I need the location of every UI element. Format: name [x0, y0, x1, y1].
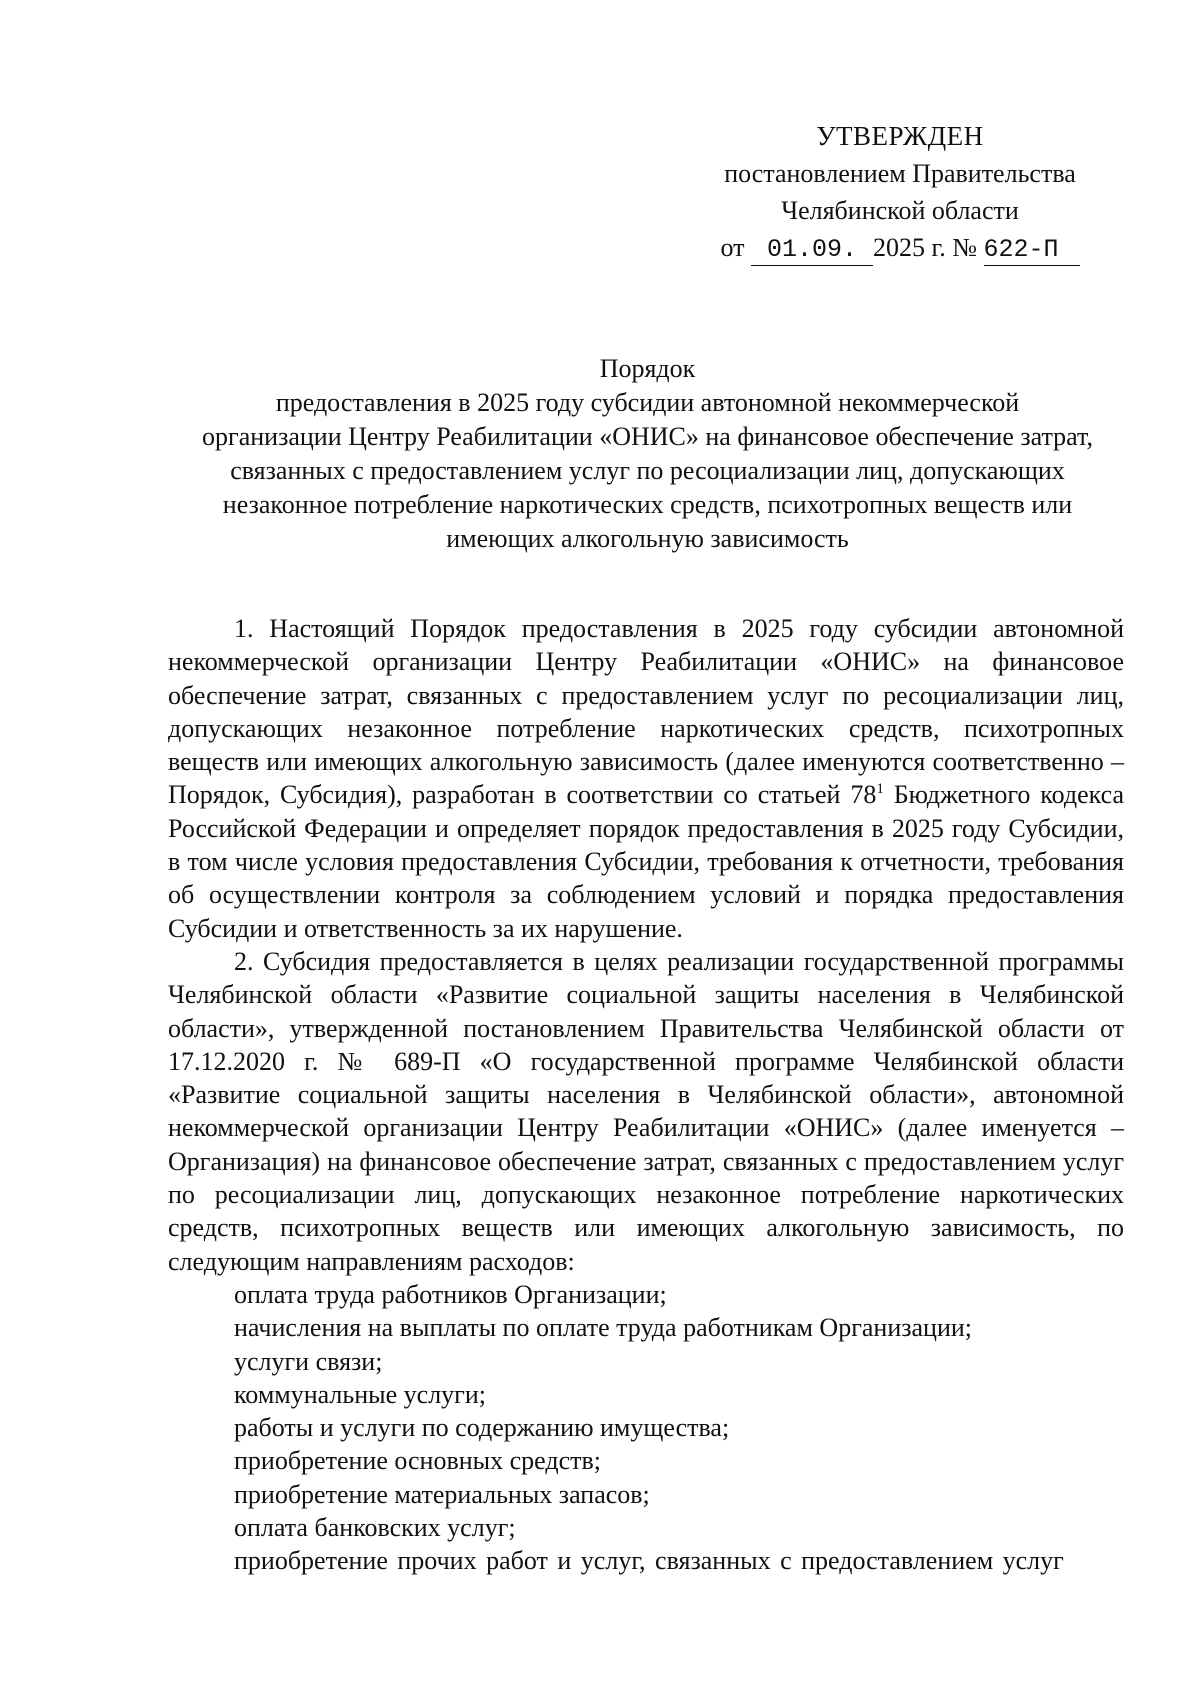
approval-date: 01.09. [751, 235, 873, 266]
title-line-5: незаконное потребление наркотических средств, психотропных веществ или [222, 490, 1073, 519]
title-line-1: Порядок [599, 354, 696, 383]
document-body [168, 612, 1124, 1578]
expense-item: оплата труда работников Организации; [234, 1279, 667, 1309]
title-line-3: организации Центру Реабилитации «ОНИС» на финансовое обеспечение затрат, [202, 422, 1093, 451]
section-1-paragraph [168, 612, 1124, 945]
expense-list [168, 1278, 1124, 1578]
approval-line-1: постановлением Правительства [724, 159, 1076, 188]
approval-stamp [690, 118, 1110, 266]
title-line-2: предоставления в 2025 году субсидии автономной некоммерческой [275, 388, 1020, 417]
expense-item: услуги связи; [234, 1346, 383, 1376]
expense-item: работы и услуги по содержанию имущества; [234, 1413, 730, 1443]
approval-heading: УТВЕРЖДЕН [816, 121, 984, 151]
expense-item: оплата банковских услуг; [234, 1513, 516, 1543]
expense-item: приобретение основных средств; [234, 1446, 601, 1476]
section-1-text-a: 1. Настоящий Порядок предоставления в 2025 году субсидии автономной некоммерческой организации Центру Реабилитации «ОНИС» на финансовое обеспечение затрат, связанных с предоставлением услуг по ресоциализации лиц, допускающих незаконное потребление наркотических средств, психотропных веществ или имеющих алкогольную зависимость (далее именуются соответственно – Порядок, Субсидия), разработан в соответствии со статьей 78 [168, 614, 1124, 810]
title-line-6: имеющих алкогольную зависимость [446, 524, 849, 553]
approval-line-2: Челябинской области [781, 196, 1019, 225]
approval-from-label: от [720, 233, 745, 262]
approval-date-line [690, 229, 1110, 266]
expense-item: приобретение прочих работ и услуг, связанных с предоставлением услуг [234, 1546, 1064, 1576]
section-1-superscript: 1 [876, 781, 884, 798]
expense-item: коммунальные услуги; [234, 1379, 486, 1409]
section-1-text-b: Бюджетного кодекса Российской Федерации и определяет порядок предоставления в 2025 году Субсидии, в том числе условия предоставления Субсидии, требования к отчетности, требования об осуществлении контроля за соблюдением условий и порядка предоставления Субсидии и ответственность за их нарушение. [168, 780, 1124, 943]
approval-year-label: 2025 г. № [872, 233, 978, 262]
section-2-paragraph: 2. Субсидия предоставляется в целях реализации государственной программы Челябинской области «Развитие социальной защиты населения в Челябинской области», утвержденной постановлением Правительства Челябинской области от 17.12.2020 г. № 689-П «О государственной программе Челябинской области «Развитие социальной защиты населения в Челябинской области», автономной некоммерческой организации Центру Реабилитации «ОНИС» (далее именуется – Организация) на финансовое обеспечение затрат, связанных с предоставлением услуг по ресоциализации лиц, допускающих незаконное потребление наркотических средств, психотропных веществ или имеющих алкогольную зависимость, по следующим направлениям расходов: [168, 946, 1124, 1276]
expense-item: приобретение материальных запасов; [234, 1479, 650, 1509]
document-title [160, 352, 1135, 556]
expense-item: начисления на выплаты по оплате труда работникам Организации; [234, 1313, 973, 1343]
approval-number: 622-П [984, 235, 1080, 266]
title-line-4: связанных с предоставлением услуг по ресоциализации лиц, допускающих [230, 456, 1065, 485]
